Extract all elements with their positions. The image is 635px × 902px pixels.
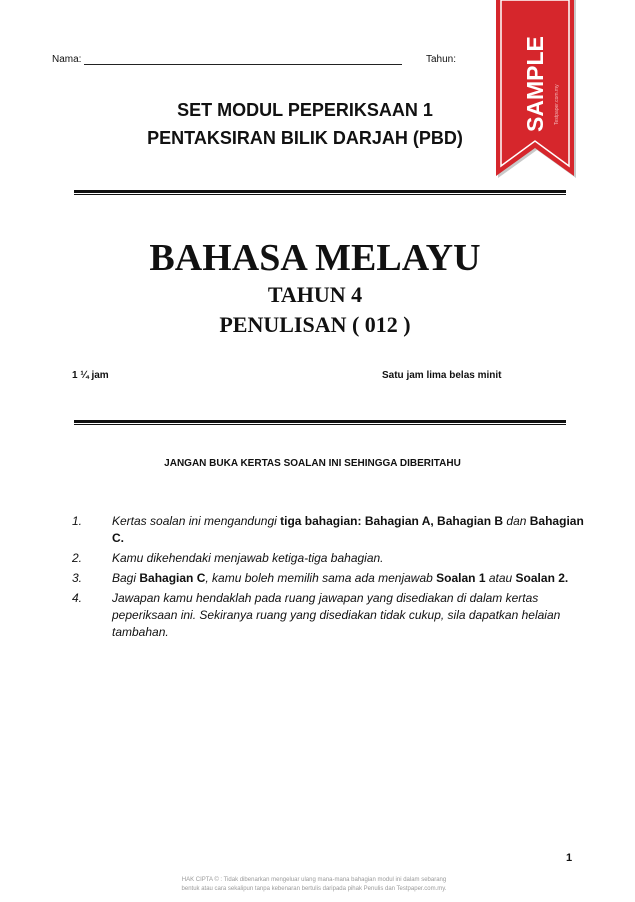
instruction-emphasis: Bahagian C (139, 571, 206, 585)
name-field-row (52, 54, 402, 65)
ribbon-subtext: Testpaper.com.my (554, 84, 560, 125)
tahun-field-row (426, 54, 456, 65)
instruction-number: 4. (72, 591, 83, 605)
copyright-line-1: HAK CIPTA © : Tidak dibenarkan mengeluar ulang mana-mana bahagian modul ini dalam sebarang (181, 877, 447, 883)
instruction-text: dan (506, 514, 530, 528)
duration-long: Satu jam lima belas minit (382, 370, 502, 381)
bottom-divider (74, 420, 566, 425)
sample-ribbon (496, 0, 578, 182)
instruction-text: Jawapan kamu hendaklah pada ruang jawapan yang disediakan di dalam kertas peperiksaan ini. Sekiranya ruang yang disediakan tidak cukup, sila dapatkan helaian tambahan. (112, 591, 561, 639)
subject-title: BAHASA MELAYU (149, 237, 481, 279)
instruction-emphasis: tiga bahagian: (280, 514, 365, 528)
instruction-text: Bagi (112, 571, 140, 585)
nama-label: Nama: (52, 54, 82, 65)
instruction-item (72, 550, 592, 567)
instruction-item (72, 590, 592, 641)
nama-blank-line[interactable] (84, 54, 402, 65)
instruction-text: , kamu boleh memilih sama ada menjawab (205, 571, 437, 585)
instruction-item (72, 513, 592, 547)
paper-title: PENULISAN ( 012 ) (219, 312, 411, 337)
instruction-text: atau (488, 571, 516, 585)
instruction-number: 1. (72, 514, 83, 528)
tahun-label: Tahun: (426, 54, 457, 65)
instruction-emphasis: Bahagian C. (112, 514, 584, 545)
instruction-text: Kamu dikehendaki menjawab ketiga-tiga bahagian. (112, 551, 384, 565)
copyright-notice (0, 876, 628, 894)
header-line-2: PENTAKSIRAN BILIK DARJAH (PBD) (147, 128, 463, 148)
instructions-list (72, 513, 592, 644)
top-divider (74, 190, 566, 195)
instruction-item (72, 570, 592, 587)
duration-short: 1 ¼ jam (72, 370, 109, 381)
instruction-emphasis: Bahagian A, Bahagian B (364, 514, 507, 528)
instruction-text: Kertas soalan ini mengandungi (112, 514, 281, 528)
year-title: TAHUN 4 (267, 282, 363, 307)
header-line-1: SET MODUL PEPERIKSAAN 1 (177, 100, 433, 120)
page-number: 1 (566, 852, 573, 864)
ribbon-sample-text: SAMPLE (522, 36, 548, 132)
instruction-number: 3. (72, 571, 83, 585)
copyright-line-2: bentuk atau cara sekalipun tanpa kebenaran bertulis daripada pihak Penulis dan Testpaper.com.my. (181, 886, 447, 892)
warning-text: JANGAN BUKA KERTAS SOALAN INI SEHINGGA DIBERITAHU (164, 458, 461, 469)
instruction-emphasis: Soalan 1 (436, 571, 489, 585)
instruction-emphasis: Soalan 2. (515, 571, 569, 585)
instruction-number: 2. (72, 551, 83, 565)
